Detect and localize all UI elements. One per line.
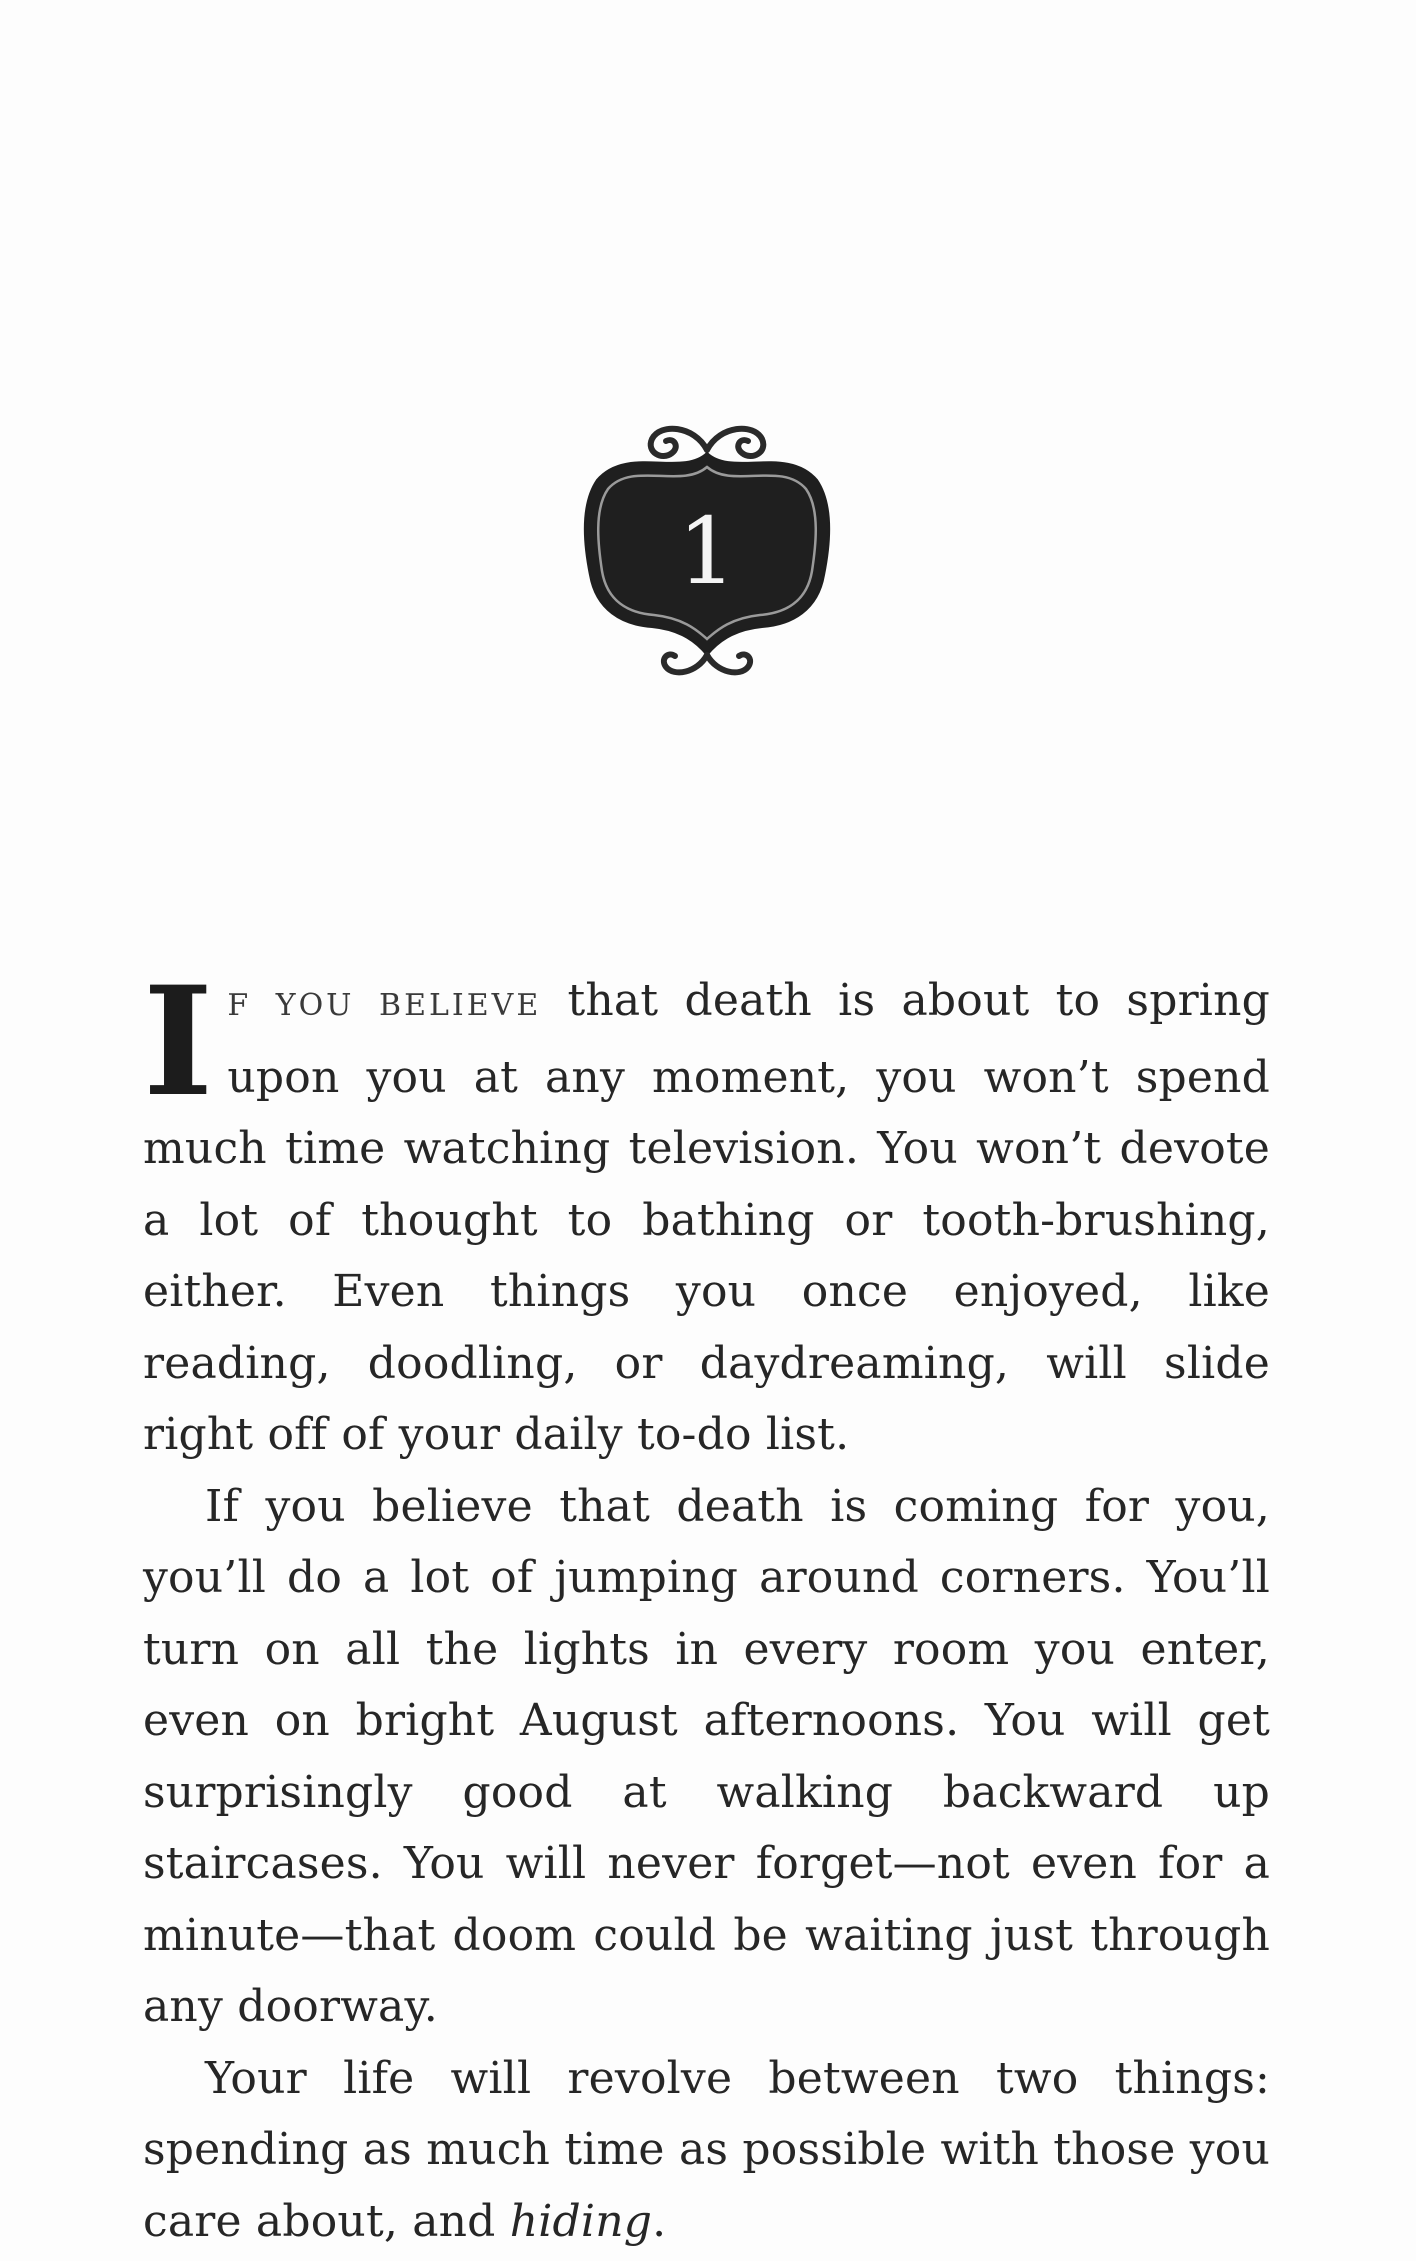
scroll-frame-icon bbox=[582, 405, 832, 690]
paragraph-3-text: Your life will revolve between two things: spending as much time as possible with those you care about, and bbox=[143, 2052, 1270, 2247]
chapter-ornament bbox=[582, 405, 832, 690]
paragraph-1-text: that death is about to spring upon you at any moment, you won’t spend much time watching television. You won’t devote a lot of thought to bathing or tooth-brushing, either. Even things you once enjoyed, like reading, doodling, or daydreaming, will slide right off of your daily to-do list. bbox=[143, 975, 1270, 1460]
small-caps-lead: F YOU BELIEVE bbox=[227, 988, 542, 1023]
paragraph-1 bbox=[143, 954, 1270, 1471]
drop-cap: I bbox=[143, 954, 214, 1130]
paragraph-3-end: . bbox=[652, 2195, 667, 2247]
chapter-text bbox=[143, 954, 1270, 2257]
paragraph-2 bbox=[143, 1471, 1270, 2043]
paragraph-3 bbox=[143, 2043, 1270, 2258]
paragraph-2-text: If you believe that death is coming for you, you’ll do a lot of jumping around corners. You’ll turn on all the lights in every room you enter, even on bright August afternoons. You will get surprisingly good at walking backward up staircases. You will never forget—not even for a minute—that doom could be waiting just through any doorway. bbox=[143, 1480, 1270, 2032]
chapter-number: 1 bbox=[677, 498, 737, 605]
italic-word: hiding bbox=[509, 2195, 653, 2247]
